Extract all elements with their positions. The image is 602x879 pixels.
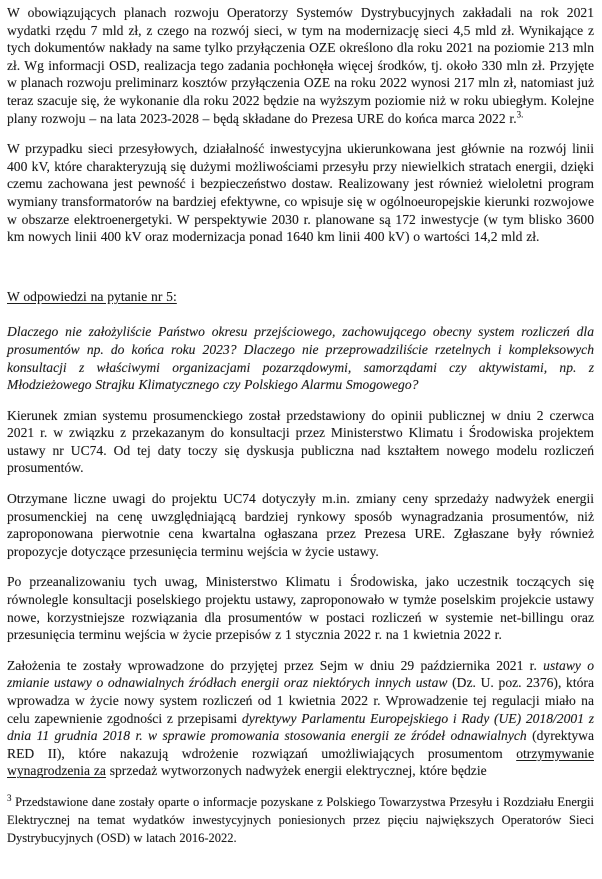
text-run: (dyrektywa RED II), które nakazują wdrożenie rozwiązań umożliwiających prosumentom <box>7 728 595 761</box>
paragraph-ministry-response <box>7 573 594 643</box>
text-run: Otrzymane liczne uwagi do projektu UC74 dotyczyły m.in. zmiany ceny sprzedaży nadwyżek energii prosumenckiej na cenę uwzględniającą bardziej rynkowy sposób wynagradzania prosumentów, niż zaproponowana pierwotnie cena kwartalna ogłaszana przez Prezesa URE. Zgłaszane były również propozycje dotyczące przesunięcia terminu wejścia w życie ustawy. <box>7 491 594 559</box>
text-run: ustawy o zmianie ustawy o odnawialnych źródłach energii oraz niektórych innych ustaw <box>7 657 595 691</box>
text-run: 3. <box>516 109 524 120</box>
text-run: W przypadku sieci przesyłowych, działalność inwestycyjna ukierunkowana jest głównie na rozwój linii 400 kV, które charakteryzują się dużymi możliwościami przesyłu przy niewielkich stratach energii, dzięki czemu zachowana jest pewność i bezpieczeństwo dostaw. Realizowany jest również wieloletni program wymiany transformatorów na bardziej efektywne, co wpisuje się w ogólnoeuropejskie kierunki rozwojowe w obszarze elektroenergetyki. W perspektywie 2030 r. planowane są 172 inwestycje (w tym blisko 3600 km nowych linii 400 kV oraz modernizacja ponad 1640 km linii 400 kV) o wartości 14,2 mld zł. <box>7 141 594 245</box>
text-run: sprzedaż wytworzonych nadwyżek energii elektrycznej, które będzie <box>105 763 487 779</box>
paragraph-sejm-act-red-ii <box>7 657 594 780</box>
text-run: 3 <box>7 792 12 803</box>
text-run: dyrektywy Parlamentu Europejskiego i Rady (UE) 2018/2001 z dnia 11 grudnia 2018 r. w sprawie promowania stosowania energii ze źródeł odnawialnych <box>7 710 594 744</box>
text-run: W obowiązujących planach rozwoju Operatorzy Systemów Dystrybucyjnych zakładali na rok 2021 wydatki rzędu 7 mld zł, z czego na rozwój sieci, w tym na modernizację sieci 4,5 mld zł. Wynikające z tych dokumentów nakłady na same tylko przyłączenia OZE określono dla roku 2021 na poziomie 213 mln zł. Wg informacji OSD, realizacja tego zadania pochłonęła więcej środków, tj. około 330 mln zł. Przyjęte w planach rozwoju preliminarz kosztów przyłączenia OZE na roku 2022 wynosi 217 mln zł, natomiast już teraz szacuje się, że wykonanie dla roku 2022 będzie na wyższym poziomie niż w roku ubiegłym. Kolejne plany rozwoju – na lata 2023-2028 – będą składane do Prezesa URE do końca marca 2022 r. <box>7 5 594 126</box>
text-run: Kierunek zmian systemu prosumenckiego został przedstawiony do opinii publicznej w dniu 2 czerwca 2021 r. w związku z przekazanym do konsultacji przez Ministerstwo Klimatu i Środowiska projektem ustawy nr UC74. Od tej daty toczy się dyskusja publiczna nad kształtem nowego modelu rozliczeń prosumentów. <box>7 407 594 476</box>
footnote-3 <box>7 793 594 847</box>
text-run: Po przeanalizowaniu tych uwag, Ministerstwo Klimatu i Środowiska, jako uczestnik toczących się równolegle konsultacji poselskiego projektu ustawy, zaproponowało w tymże poselskim projekcie ustawy nowe, korzystniejsze rozwiązania dla prosumentów w postaci rozliczeń w systemie net-billingu oraz przesunięcia terminu wejścia w życie przepisów z 1 stycznia 2022 r. na 1 kwietnia 2022 r. <box>7 574 594 643</box>
text-run: Założenia te zostały wprowadzone do przyjętej przez Sejm w dniu 29 października 2021 r. <box>7 657 544 673</box>
paragraph-distribution-investments <box>7 4 594 127</box>
text-run: W odpowiedzi na pytanie nr 5: <box>7 288 177 304</box>
text-run: Dlaczego nie założyliście Państwo okresu przejściowego, zachowującego obecny system rozliczeń dla prosumentów np. do końca roku 2023? Dlaczego nie przeprowadziliście rzetelnych i kompleksowych konsultacji z właściwymi organizacjami pozarządowymi, samorządami czy aktywistami, np. z Młodzieżowego Strajku Klimatycznego czy Polskiego Alarmu Smogowego? <box>7 324 594 393</box>
paragraph-prosumer-system-direction <box>7 407 594 477</box>
text-run: otrzymywanie wynagrodzenia za <box>7 745 594 779</box>
paragraph-transmission-networks <box>7 140 594 246</box>
paragraph-uc74-remarks <box>7 490 594 560</box>
text-run: (Dz. U. poz. 2376), która wprowadza w życie nowy system rozliczeń od 1 kwietnia 2022 r. Wprowadzenie tej regulacji miało na celu zapewnienie zgodności z przepisami <box>7 675 594 726</box>
text-run: Przedstawione dane zostały oparte o informacje pozyskane z Polskiego Towarzystwa Przesyłu i Rozdziału Energii Elektrycznej na temat wydatków inwestycyjnych poniesionych przez pięciu największych Operatorów Sieci Dystrybucyjnych (OSD) w latach 2016-2022. <box>7 794 594 845</box>
section-heading-answer-question-5 <box>7 288 594 306</box>
paragraph-question-quote <box>7 323 594 393</box>
